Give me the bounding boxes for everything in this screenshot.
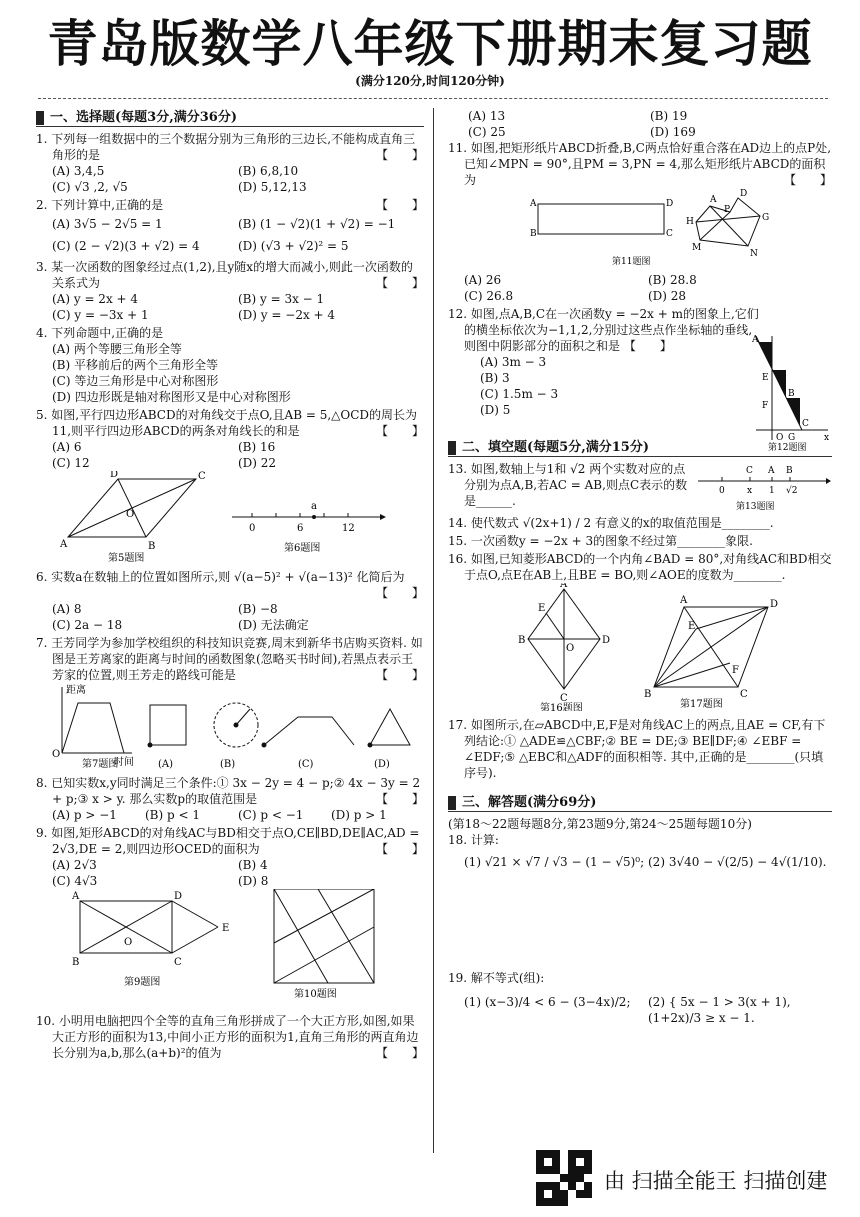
square-figure xyxy=(274,889,374,1000)
figure-7 xyxy=(36,683,424,769)
column-divider xyxy=(433,108,434,1153)
svg-text:D: D xyxy=(740,189,748,199)
answer-bracket: 【 】 xyxy=(375,276,424,290)
label-b: B xyxy=(72,957,80,968)
part-2: (2) 3√40 − √(2/5) − 4√(1/10). xyxy=(648,855,827,869)
tick-6: 6 xyxy=(297,523,304,534)
label-a: A xyxy=(60,539,68,550)
option-a: (A) 3√5 − 2√5 = 1 xyxy=(52,217,163,231)
svg-text:C: C xyxy=(666,229,673,239)
svg-text:x: x xyxy=(747,486,753,496)
svg-text:1: 1 xyxy=(769,486,775,496)
option-c: (C) y = −3x + 1 xyxy=(52,308,149,322)
question-2 xyxy=(36,197,424,257)
svg-text:B: B xyxy=(644,689,652,700)
svg-text:B: B xyxy=(786,466,793,476)
rectangle-figure xyxy=(71,891,229,988)
parallelogram-figure xyxy=(59,471,206,563)
answer-bracket: 【 】 xyxy=(375,198,424,212)
svg-text:A: A xyxy=(752,335,759,345)
svg-text:G: G xyxy=(788,433,796,443)
answer-bracket: 【 】 xyxy=(375,668,424,682)
svg-text:O: O xyxy=(776,433,784,443)
question-stem: 1. 下列每一组数据中的三个数据分别为三角形的三边长,不能构成直角三角形的是 xyxy=(36,132,416,162)
svg-text:B: B xyxy=(518,635,526,646)
option-c: (C) 26.8 xyxy=(464,289,514,303)
question-3 xyxy=(36,259,424,323)
svg-text:C: C xyxy=(560,693,568,704)
svg-text:x: x xyxy=(824,433,830,443)
section-choice-heading: 一、选择题(每题3分,满分36分) xyxy=(36,110,424,127)
question-9 xyxy=(36,825,424,1011)
option-a: (A) xyxy=(158,759,174,769)
question-stem: 3. 某一次函数的图象经过点(1,2),且y随x的增大而减小,则此一次函数的关系式为 xyxy=(36,260,413,290)
option-b: (B) 平移前后的两个三角形全等 xyxy=(52,358,218,372)
label-o: O xyxy=(126,509,135,520)
part-1: (1) √21 × √7 / √3 − (1 − √5)⁰; xyxy=(464,855,645,869)
parallelogram-figure xyxy=(644,595,778,710)
question-14 xyxy=(448,515,832,531)
svg-text:C: C xyxy=(740,689,748,700)
figure-caption: 第6题图 xyxy=(284,543,321,554)
option-b: (B) y = 3x − 1 xyxy=(238,292,325,306)
divider xyxy=(38,98,828,99)
left-column xyxy=(36,108,424,1063)
figure-caption: 第10题图 xyxy=(294,989,337,1000)
answer-bracket: 【 】 xyxy=(375,792,424,806)
option-a: (A) 2√3 xyxy=(52,858,97,872)
svg-text:A: A xyxy=(768,466,775,476)
x-axis-label: 时间 xyxy=(114,757,134,768)
svg-text:E: E xyxy=(688,621,696,632)
label-d: D xyxy=(110,471,119,480)
svg-text:G: G xyxy=(762,213,770,223)
part-2: (2) { 5x − 1 > 3(x + 1), (1+2x)/3 ≥ x − 1. xyxy=(648,995,791,1025)
svg-text:A: A xyxy=(560,583,568,590)
option-b: (B) p < 1 xyxy=(145,808,200,822)
option-a: (A) p > −1 xyxy=(52,808,117,822)
route-c xyxy=(264,717,354,745)
figure-caption: 第16题图 xyxy=(540,703,583,711)
question-19 xyxy=(448,970,832,1026)
figure-11 xyxy=(448,188,832,268)
svg-text:A: A xyxy=(530,199,537,209)
footer-watermark: 由 扫描全能王 扫描创建 xyxy=(604,1169,828,1193)
svg-text:C: C xyxy=(746,466,753,476)
rhombus-figure xyxy=(518,583,610,711)
question-1 xyxy=(36,131,424,195)
question-stem: 18. 计算: xyxy=(448,833,499,847)
label-c: C xyxy=(174,957,182,968)
option-c: (C) 1.5m − 3 xyxy=(480,387,559,401)
option-c: (C) 4√3 xyxy=(52,874,98,888)
option-b: (B) xyxy=(220,759,236,769)
figure-16-17 xyxy=(448,583,832,711)
question-stem: 8. 已知实数x,y同时满足三个条件:① 3x − 2y = 4 − p;② 4x − 3y = 2 + p;③ x > y. 那么实数p的取值范围是 xyxy=(36,776,421,806)
option-d: (D) 28 xyxy=(648,289,687,303)
figure-caption: 第11题图 xyxy=(612,257,651,267)
question-16 xyxy=(448,551,832,715)
option-b: (B) 19 xyxy=(650,109,688,123)
question-7 xyxy=(36,635,424,773)
label-a: A xyxy=(72,891,80,902)
option-d: (D) 四边形既是轴对称图形又是中心对称图形 xyxy=(52,390,291,404)
question-13 xyxy=(448,461,832,512)
option-d: (D) xyxy=(374,759,390,769)
answer-bracket: 【 】 xyxy=(375,586,424,600)
question-stem: 17. 如图所示,在▱ABCD中,E,F是对角线AC上的两点,且AE = CF,有下列结论:① △ADE≌△CBF;② BE = DE;③ BE∥DF;④ ∠EBF = ∠EDF;⑤ △EBC和△ADF的面积相等. 其中,正确的是________(只填序号). xyxy=(448,718,826,780)
figure-9-10 xyxy=(36,889,424,1007)
option-d: (D) 无法确定 xyxy=(238,618,309,632)
question-18 xyxy=(448,832,832,870)
question-stem: 2. 下列计算中,正确的是 xyxy=(36,198,164,212)
right-column xyxy=(448,108,832,1028)
svg-text:P: P xyxy=(724,205,731,215)
svg-text:E: E xyxy=(762,373,769,383)
route-d xyxy=(370,709,410,745)
option-d: (D) p > 1 xyxy=(331,808,387,822)
number-line-figure xyxy=(232,501,386,554)
label-c: C xyxy=(198,471,206,482)
option-c: (C) (2 − √2)(3 + √2) = 4 xyxy=(52,239,200,253)
question-17 xyxy=(448,717,832,781)
answer-bracket: 【 】 xyxy=(375,148,424,162)
figure-caption: 第13题图 xyxy=(736,502,775,512)
question-stem: 11. 如图,把矩形纸片ABCD折叠,B,C两点恰好重合落在AD边上的点P处,已知∠MPN = 90°,且PM = 3,PN = 4,那么矩形纸片ABCD的面积为 xyxy=(448,141,832,187)
option-b: (B) −8 xyxy=(238,602,278,616)
question-11 xyxy=(448,140,832,304)
section-solve-heading: 三、解答题(满分69分) xyxy=(448,795,832,812)
option-b: (B) 16 xyxy=(238,440,276,454)
svg-text:H: H xyxy=(686,217,694,227)
option-c: (C) p < −1 xyxy=(238,808,304,822)
y-axis-label: 距离 xyxy=(66,685,86,696)
answer-bracket: 【 】 xyxy=(783,173,832,187)
option-a: (A) 3m − 3 xyxy=(480,355,547,369)
tick-12: 12 xyxy=(342,523,355,534)
question-stem: 13. 如图,数轴上与1和 √2 两个实数对应的点分别为点A,B,若AC = AB,则点C表示的数是______. xyxy=(448,462,688,508)
option-b: (B) 28.8 xyxy=(648,273,697,287)
option-d: (D) 8 xyxy=(238,874,269,888)
question-stem: 15. 一次函数y = −2x + 3的图象不经过第________象限. xyxy=(448,534,753,548)
option-d: (D) (√3 + √2)² = 5 xyxy=(238,239,349,253)
option-d: (D) y = −2x + 4 xyxy=(238,308,336,322)
question-stem: 4. 下列命题中,正确的是 xyxy=(36,326,164,340)
page-title: 青岛版数学八年级下册期末复习题 xyxy=(47,15,813,73)
question-stem: 12. 如图,点A,B,C在一次函数y = −2x + m的图象上,它们的横坐标依次为−1,1,2,分别过这些点作坐标轴的垂线,则图中阴影部分的面积之和是 xyxy=(448,307,759,353)
option-a: (A) 3,4,5 xyxy=(52,164,105,178)
question-5 xyxy=(36,407,424,567)
svg-text:M: M xyxy=(692,243,702,253)
option-b: (B) 4 xyxy=(238,858,268,872)
figure-caption: 第7题图 xyxy=(82,759,119,769)
svg-text:√2: √2 xyxy=(786,486,798,496)
question-4 xyxy=(36,325,424,405)
answer-bracket: 【 】 xyxy=(375,1046,424,1060)
option-c: (C) 等边三角形是中心对称图形 xyxy=(52,374,219,388)
question-stem: 5. 如图,平行四边形ABCD的对角线交于点O,且AB = 5,△OCD的周长为11,则平行四边形ABCD的两条对角线长的和是 xyxy=(36,408,418,438)
question-stem: 6. 实数a在数轴上的位置如图所示,则 √(a−5)² + √(a−13)² 化简后为 xyxy=(36,570,405,584)
option-c: (C) 12 xyxy=(52,456,90,470)
question-6 xyxy=(36,569,424,633)
option-c: (C) 25 xyxy=(468,125,506,139)
option-b: (B) (1 − √2)(1 + √2) = −1 xyxy=(238,217,396,231)
svg-text:F: F xyxy=(762,401,769,411)
question-stem: 14. 使代数式 √(2x+1) / 2 有意义的x的取值范围是________. xyxy=(448,516,774,530)
option-a: (A) 8 xyxy=(52,602,82,616)
svg-text:D: D xyxy=(666,199,674,209)
question-10 xyxy=(36,1013,424,1061)
figure-12 xyxy=(752,332,832,452)
option-d: (D) 169 xyxy=(650,125,696,139)
option-d: (D) 5 xyxy=(480,403,511,417)
option-a: (A) y = 2x + 4 xyxy=(52,292,139,306)
question-8 xyxy=(36,775,424,823)
figure-caption: 第9题图 xyxy=(124,977,161,988)
svg-text:C: C xyxy=(802,419,809,429)
figure-caption: 第5题图 xyxy=(108,553,145,563)
part-1: (1) (x−3)/4 < 6 − (3−4x)/2; xyxy=(464,995,631,1009)
svg-text:B: B xyxy=(788,389,795,399)
option-d: (D) 5,12,13 xyxy=(238,180,307,194)
page-subtitle: (满分120分,时间120分钟) xyxy=(355,74,505,88)
answer-bracket: 【 】 xyxy=(623,339,672,353)
label-e: E xyxy=(222,923,230,934)
origin-label: O xyxy=(52,749,61,760)
option-a: (A) 13 xyxy=(468,109,506,123)
label-d: D xyxy=(174,891,183,902)
tick-0: 0 xyxy=(249,523,256,534)
option-b: (B) 6,8,10 xyxy=(238,164,299,178)
figure-5-6 xyxy=(36,471,424,563)
section-note: (第18～22题每题8分,第23题9分,第24～25题每题10分) xyxy=(448,817,752,831)
figure-13 xyxy=(692,461,832,515)
question-stem: 7. 王芳同学为参加学校组织的科技知识竞赛,周末到新华书店购买资料. 如图是王芳离家的距离与时间的函数图象(忽略买书时间),若黑点表示王芳家的位置,则王芳走的路线可能是 xyxy=(36,636,423,682)
option-b: (B) 3 xyxy=(480,371,510,385)
svg-text:O: O xyxy=(566,643,575,654)
label-b: B xyxy=(148,541,156,552)
svg-text:0: 0 xyxy=(719,486,725,496)
answer-bracket: 【 】 xyxy=(375,842,424,856)
question-stem: 19. 解不等式(组): xyxy=(448,971,545,985)
figure-caption: 第17题图 xyxy=(680,699,723,710)
question-stem: 9. 如图,矩形ABCD的对角线AC与BD相交于点O,CE∥BD,DE∥AC,AD = 2√3,DE = 2,则四边形OCED的面积为 xyxy=(36,826,420,856)
option-d: (D) 22 xyxy=(238,456,277,470)
label-a: a xyxy=(311,501,317,512)
option-a: (A) 6 xyxy=(52,440,82,454)
svg-text:F: F xyxy=(732,665,739,676)
svg-text:A: A xyxy=(710,195,717,205)
route-a xyxy=(150,705,186,745)
label-o: O xyxy=(124,937,133,948)
question-stem: 10. 小明用电脑把四个全等的直角三角形拼成了一个大正方形,如图,如果大正方形的面积为13,中间小正方形的面积为1,直角三角形的两直角边长分别为a,b,那么(a+b)²的值为 xyxy=(36,1014,419,1060)
svg-text:D: D xyxy=(770,599,779,610)
option-a: (A) 两个等腰三角形全等 xyxy=(52,342,182,356)
question-15 xyxy=(448,533,832,549)
section-fill-heading: 二、填空题(每题5分,满分15分) xyxy=(448,440,832,457)
figure-caption: 第12题图 xyxy=(768,443,807,452)
svg-text:N: N xyxy=(750,249,758,259)
option-c: (C) √3 ,2, √5 xyxy=(52,180,128,194)
question-stem: 16. 如图,已知菱形ABCD的一个内角∠BAD = 80°,对角线AC和BD相交于点O,点E在AB上,且BE = BO,则∠AOE的度数为________. xyxy=(448,552,832,582)
svg-text:A: A xyxy=(680,595,688,606)
svg-text:D: D xyxy=(602,635,611,646)
svg-text:B: B xyxy=(530,229,537,239)
option-c: (C) 2a − 18 xyxy=(52,618,123,632)
option-a: (A) 26 xyxy=(464,273,502,287)
answer-bracket: 【 】 xyxy=(375,424,424,438)
option-c: (C) xyxy=(298,759,314,769)
svg-text:E: E xyxy=(538,603,546,614)
qr-code-icon xyxy=(536,1150,592,1206)
